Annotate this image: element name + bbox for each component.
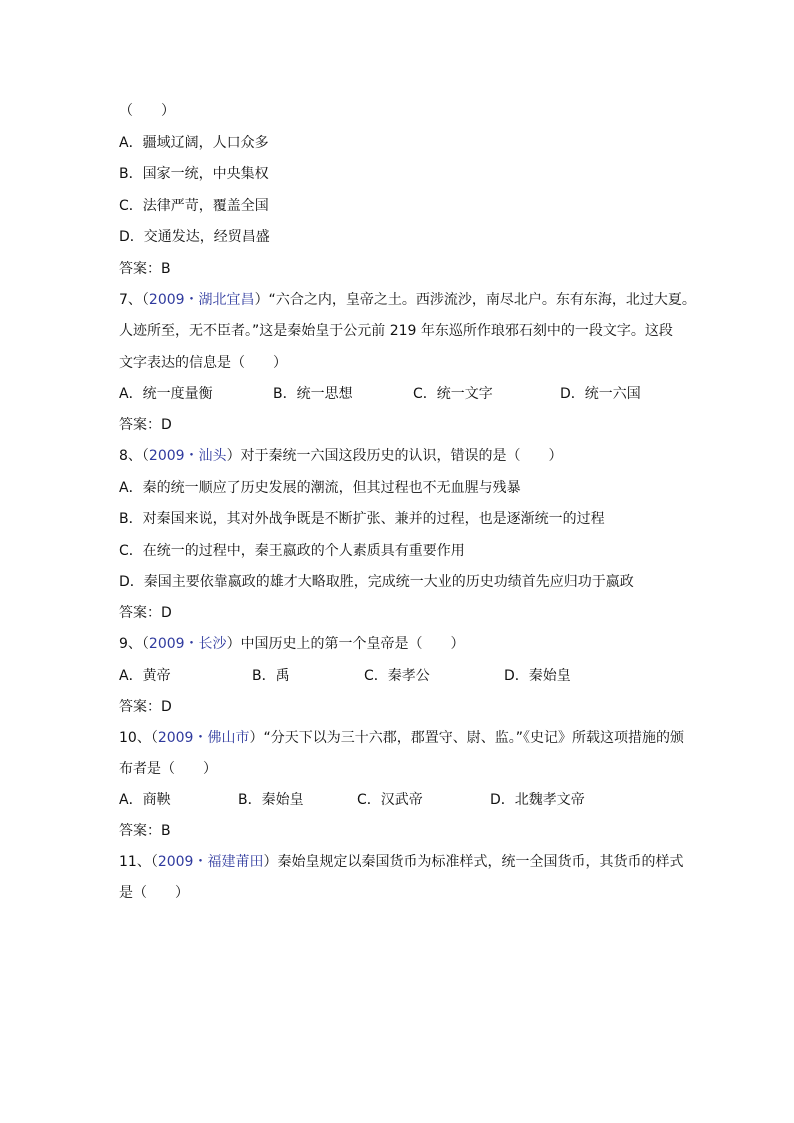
q8-option-a: A．秦的统一顺应了历史发展的潮流，但其过程也不无血腥与残暴 <box>119 480 521 496</box>
q6-option-b: B．国家一统，中央集权 <box>119 166 269 182</box>
q9-option-b: B．禹 <box>252 668 290 684</box>
q9-option-c: C．秦孝公 <box>364 668 430 684</box>
q11-source: 2009・福建莆田 <box>157 854 264 870</box>
q6-stem-tail: （ ） <box>119 103 175 119</box>
q7-stem-line3: 文字表达的信息是（ ） <box>119 355 287 371</box>
q10-option-d: D．北魏孝文帝 <box>490 792 585 808</box>
q7-stem-text1: ）“六合之内，皇帝之土。西涉流沙，南尽北户。东有东海，北过大夏。 <box>254 292 696 308</box>
q7-stem-line2: 人迹所至，无不臣者。”这是秦始皇于公元前 219 年东巡所作琅邪石刻中的一段文字。这段 <box>119 323 673 339</box>
q10-source: 2009・佛山市 <box>157 730 250 746</box>
q10-option-a: A．商鞅 <box>119 792 171 808</box>
q10-option-c: C．汉武帝 <box>357 792 423 808</box>
q9-stem-text1: ）中国历史上的第一个皇帝是（ ） <box>226 636 465 652</box>
q11-number: 11、（ <box>119 854 158 870</box>
q9-answer: 答案：D <box>119 699 172 715</box>
q9-stem-line1 <box>119 634 465 654</box>
q7-number: 7、（ <box>119 292 149 308</box>
q8-option-d: D．秦国主要依靠嬴政的雄才大略取胜，完成统一大业的历史功绩首先应归功于嬴政 <box>119 574 634 590</box>
q6-option-d: D．交通发达，经贸昌盛 <box>119 229 270 245</box>
q10-stem-line1 <box>119 728 684 748</box>
q7-answer: 答案：D <box>119 417 172 433</box>
q6-option-c: C．法律严苛，覆盖全国 <box>119 198 269 214</box>
q7-option-d: D．统一六国 <box>560 386 641 402</box>
q8-number: 8、（ <box>119 448 149 464</box>
q7-option-c: C．统一文字 <box>413 386 493 402</box>
q8-stem-text1: ）对于秦统一六国这段历史的认识，错误的是（ ） <box>226 448 563 464</box>
q8-answer: 答案：D <box>119 605 172 621</box>
q10-option-b: B．秦始皇 <box>238 792 304 808</box>
q11-stem-line2: 是（ ） <box>119 885 189 901</box>
q10-number: 10、（ <box>119 730 158 746</box>
q10-answer: 答案：B <box>119 823 171 839</box>
q8-option-b: B．对秦国来说，其对外战争既是不断扩张、兼并的过程，也是逐渐统一的过程 <box>119 511 605 527</box>
q7-option-a: A．统一度量衡 <box>119 386 213 402</box>
q7-options <box>119 384 679 404</box>
q7-option-b: B．统一思想 <box>273 386 353 402</box>
q8-source: 2009・汕头 <box>148 448 227 464</box>
q9-number: 9、（ <box>119 636 149 652</box>
q8-option-c: C．在统一的过程中，秦王嬴政的个人素质具有重要作用 <box>119 543 465 559</box>
q9-option-d: D．秦始皇 <box>504 668 571 684</box>
q9-option-a: A．黄帝 <box>119 668 171 684</box>
q7-stem-line1 <box>119 290 696 310</box>
q9-options <box>119 666 679 686</box>
q11-stem-text1: ）秦始皇规定以秦国货币为标准样式，统一全国货币，其货币的样式 <box>263 854 684 870</box>
q10-options <box>119 790 679 810</box>
q10-stem-line2: 布者是（ ） <box>119 761 217 777</box>
q7-source: 2009・湖北宜昌 <box>148 292 255 308</box>
q10-stem-text1: ）“分天下以为三十六郡，郡置守、尉、监。”《史记》所载这项措施的颁 <box>249 730 684 746</box>
q11-stem-line1 <box>119 852 683 872</box>
q6-answer: 答案：B <box>119 261 171 277</box>
q8-stem-line1 <box>119 446 563 466</box>
q6-option-a: A．疆域辽阔，人口众多 <box>119 135 269 151</box>
q9-source: 2009・长沙 <box>148 636 227 652</box>
